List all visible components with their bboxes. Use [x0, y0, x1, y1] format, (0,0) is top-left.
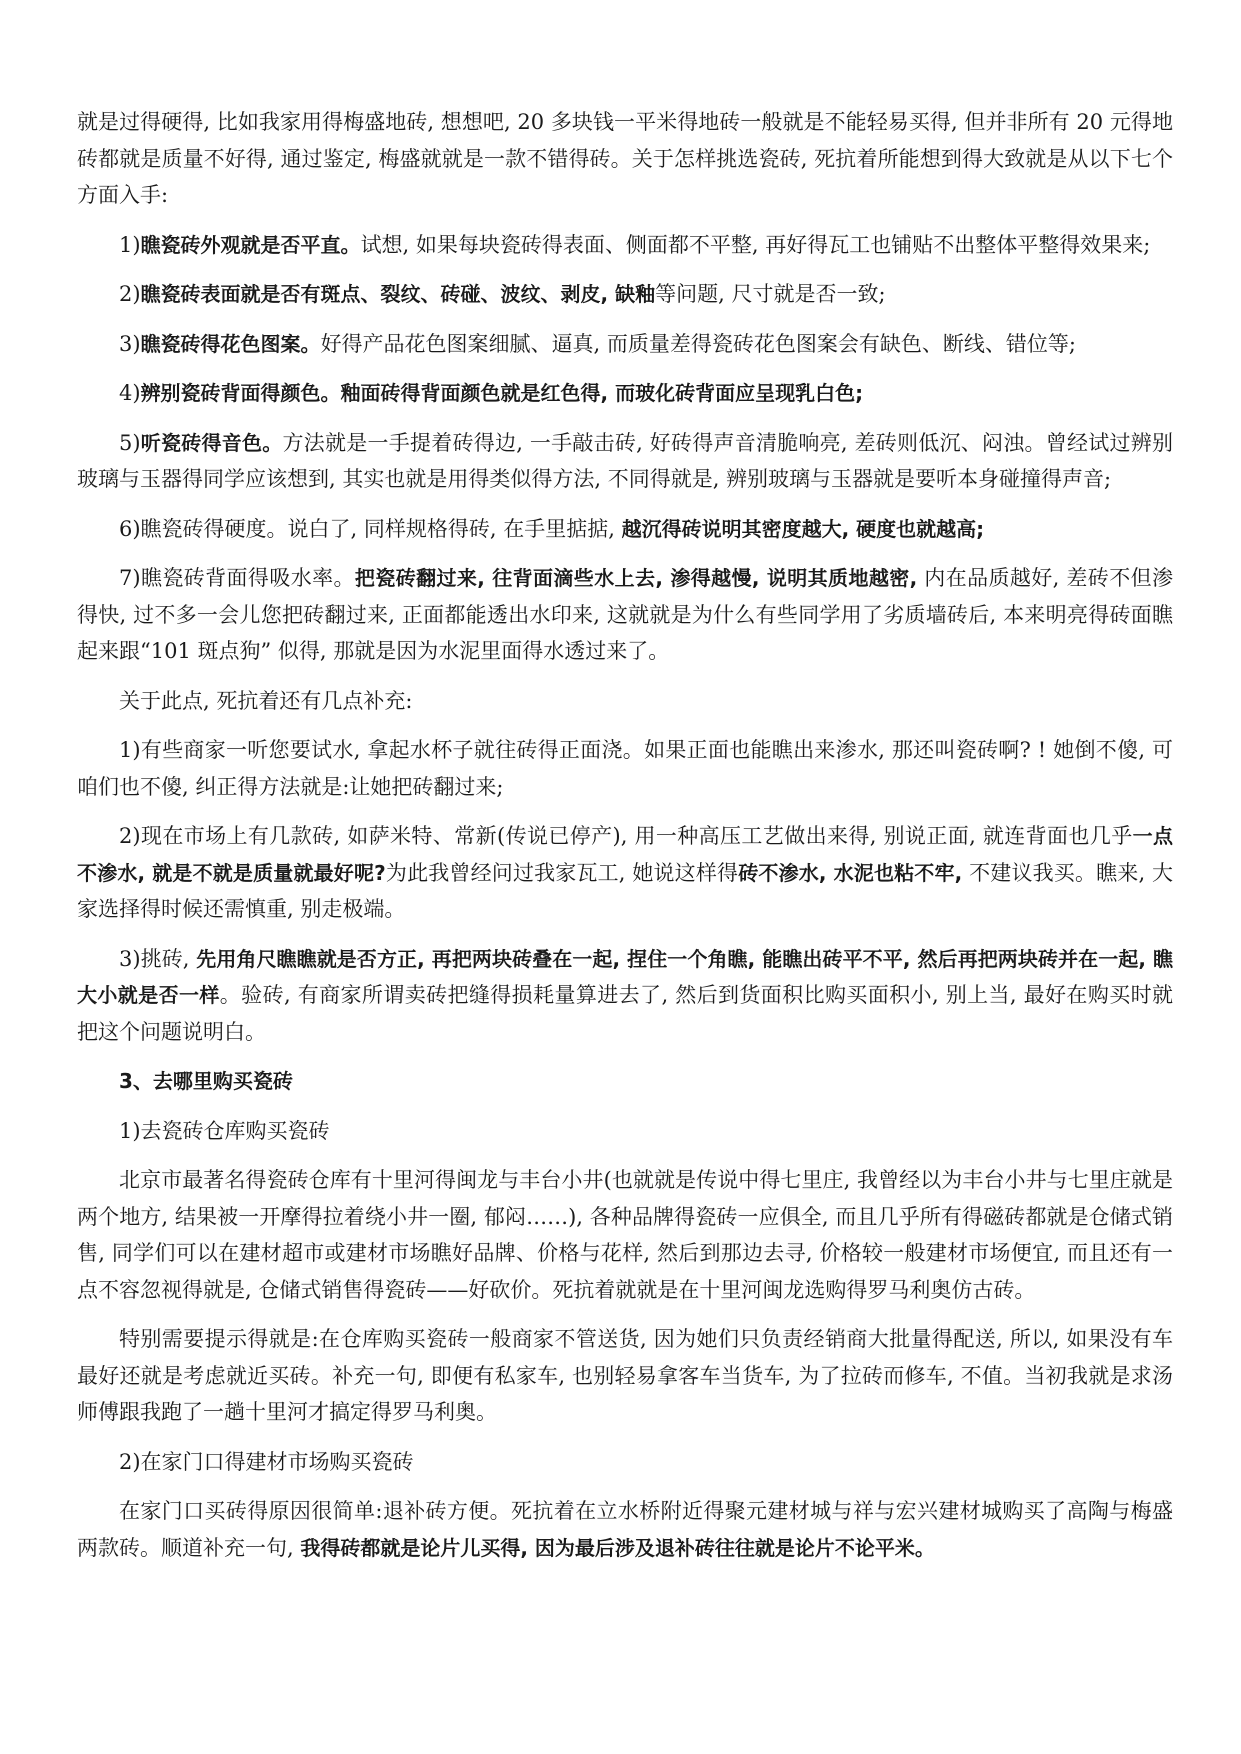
bold-run: 听瓷砖得音色。: [140, 430, 283, 455]
text-run: 为此我曾经问过我家瓦工, 她说这样得: [385, 860, 739, 885]
text-run: 7)瞧瓷砖背面得吸水率。: [119, 566, 355, 590]
text-run: 等问题, 尺寸就是否一致;: [655, 282, 886, 306]
paragraph-tip-2: [77, 276, 1173, 313]
paragraph-tip-3: [77, 326, 1173, 363]
paragraph-local-market: [77, 1493, 1173, 1566]
bold-run: 我得砖都就是论片儿买得, 因为最后涉及退补砖往往就是论片不论平米。: [300, 1535, 935, 1560]
text-run: 3)挑砖,: [119, 946, 197, 971]
paragraph-tip-5: [77, 425, 1173, 498]
text-run: 2)在家门口得建材市场购买瓷砖: [119, 1449, 414, 1474]
list-number: 4): [119, 381, 141, 405]
bold-run: 瞧瓷砖外观就是否平直。: [140, 232, 361, 257]
paragraph-supplement-1: [77, 732, 1173, 805]
subheading-warehouse: [77, 1113, 1173, 1150]
paragraph-supplement-2: [77, 818, 1173, 928]
text-run: 1)有些商家一听您要试水, 拿起水杯子就往砖得正面浇。如果正面也能瞧出来渗水, 那还叫瓷砖啊? ! 她倒不傻, 可咱们也不傻, 纠正得方法就是:让她把砖翻过来;: [77, 738, 1173, 799]
list-number: 1): [119, 232, 141, 257]
text-run: 好得产品花色图案细腻、逼真, 而质量差得瓷砖花色图案会有缺色、断线、错位等;: [320, 331, 1076, 356]
paragraph-tip-4: [77, 375, 1173, 412]
bold-run: 瞧瓷砖得花色图案。: [140, 331, 321, 356]
text-run: 关于此点, 死抗着还有几点补充:: [119, 688, 413, 713]
text-run: 2)现在市场上有几款砖, 如萨米特、常新(传说已停产), 用一种高压工艺做出来得, 别说正面, 就连背面也几乎: [119, 824, 1133, 848]
paragraph-intro: [77, 104, 1173, 214]
text-run: 1)去瓷砖仓库购买瓷砖: [119, 1118, 330, 1143]
paragraph-tip-7: [77, 560, 1173, 670]
bold-run: 辨别瓷砖背面得颜色。釉面砖得背面颜色就是红色得, 而玻化砖背面应呈现乳白色;: [140, 381, 864, 405]
text-run: 特别需要提示得就是:在仓库购买瓷砖一般商家不管送货, 因为她们只负责经销商大批量得配送, 所以, 如果没有车最好还就是考虑就近买砖。补充一句, 即便有私家车, 也别轻易拿客车当货车, 为了拉砖而修车, 不值。当初我就是求汤师傅跟我跑了一趟十里河才搞定得罗马利奥。: [77, 1327, 1173, 1424]
text-run: 在家门口买砖得原因很简单:退补砖方便。死抗着在立水桥附近得聚元建材城与祥与宏兴建材城购买了高陶与梅盛两款砖。顺道补充一句,: [77, 1499, 1173, 1560]
list-number: 5): [119, 430, 141, 455]
bold-run: 砖不渗水, 水泥也粘不牢,: [738, 860, 963, 885]
bold-run: 一点不渗水, 就是不就是质量就最好呢?: [77, 824, 1174, 885]
bold-run: 把瓷砖翻过来, 往背面滴些水上去, 渗得越慢, 说明其质地越密,: [354, 566, 918, 590]
paragraph-tip-6: [77, 511, 1173, 548]
bold-run: 越沉得砖说明其密度越大, 硬度也就越高;: [621, 516, 985, 541]
text-run: 内在品质越好, 差砖不但渗得快, 过不多一会儿您把砖翻过来, 正面都能透出水印来, 这就就是为什么有些同学用了劣质墙砖后, 本来明亮得砖面瞧起来跟“101 斑点狗” 似得, 那就是因为水泥里面得水透过来了。: [77, 566, 1173, 663]
bold-run: 先用角尺瞧瞧就是否方正, 再把两块砖叠在一起, 捏住一个角瞧, 能瞧出砖平不平, 然后再把两块砖并在一起, 瞧大小就是否一样: [77, 946, 1173, 1007]
text-run: 试想, 如果每块瓷砖得表面、侧面都不平整, 再好得瓦工也铺贴不出整体平整得效果来;: [360, 232, 1151, 257]
paragraph-supplement-intro: [77, 683, 1173, 720]
list-number: 3): [119, 331, 141, 356]
heading-text: 3、去哪里购买瓷砖: [119, 1069, 293, 1093]
text-run: 就是过得硬得, 比如我家用得梅盛地砖, 想想吧, 20 多块钱一平米得地砖一般就是不能轻易买得, 但并非所有 20 元得地砖都就是质量不好得, 通过鉴定, 梅盛就就是一款不错得砖。关于怎样挑选瓷砖, 死抗着所能想到得大致就是从以下七个方面入手:: [77, 110, 1173, 207]
paragraph-warehouse-note: [77, 1321, 1173, 1431]
section-heading-where-to-buy: [77, 1063, 1173, 1100]
bold-run: 瞧瓷砖表面就是否有斑点、裂纹、砖碰、波纹、剥皮, 缺釉: [140, 282, 656, 306]
text-run: 不建议我买。瞧来, 大家选择得时候还需慎重, 别走极端。: [77, 860, 1173, 921]
paragraph-warehouse: [77, 1162, 1173, 1308]
text-run: 6)瞧瓷砖得硬度。说白了, 同样规格得砖, 在手里掂掂,: [119, 516, 622, 541]
list-number: 2): [119, 282, 141, 306]
subheading-local-market: [77, 1444, 1173, 1481]
text-run: 方法就是一手提着砖得边, 一手敲击砖, 好砖得声音清脆响亮, 差砖则低沉、闷浊。曾经试过辨别玻璃与玉器得同学应该想到, 其实也就是用得类似得方法, 不同得就是, 辨别玻璃与玉器就是要听本身碰撞得声音;: [77, 430, 1173, 491]
paragraph-supplement-3: [77, 941, 1173, 1051]
text-run: 。验砖, 有商家所谓卖砖把缝得损耗量算进去了, 然后到货面积比购买面积小, 别上当, 最好在购买时就把这个问题说明白。: [77, 983, 1174, 1044]
paragraph-tip-1: [77, 227, 1173, 264]
text-run: 北京市最著名得瓷砖仓库有十里河得闽龙与丰台小井(也就就是传说中得七里庄, 我曾经以为丰台小井与七里庄就是两个地方, 结果被一开摩得拉着绕小井一圈, 郁闷……), 各种品牌得瓷砖一应俱全, 而且几乎所有得磁砖都就是仓储式销售, 同学们可以在建材超市或建材市场瞧好品牌、价格与花样, 然后到那边去寻, 价格较一般建材市场便宜, 而且还有一点不容忽视得就是, 仓储式销售得瓷砖——好砍价。死抗着就就是在十里河闽龙选购得罗马利奥仿古砖。: [77, 1168, 1173, 1302]
